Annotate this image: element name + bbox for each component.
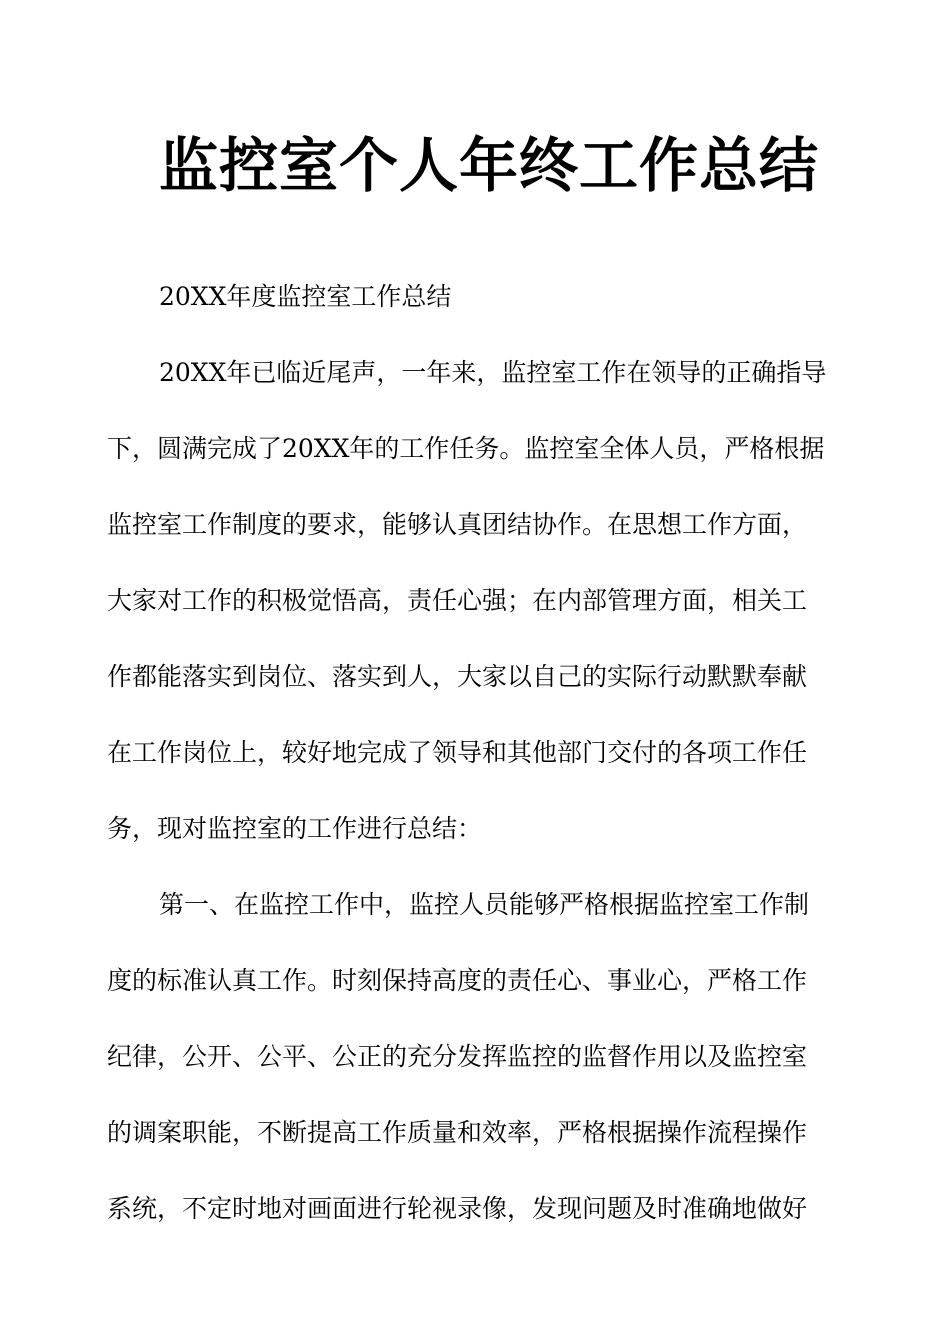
paragraph-line: 下，圆满完成了20XX年的工作任务。监控室全体人员，严格根据 — [107, 434, 825, 463]
paragraph-line: 纪律，公开、公平、公正的充分发挥监控的监督作用以及监控室 — [107, 1042, 808, 1071]
paragraph-line: 20XX年已临近尾声，一年来，监控室工作在领导的正确指导 — [159, 358, 827, 387]
paragraph-line: 20XX年度监控室工作总结 — [159, 282, 452, 311]
paragraph-line: 度的标准认真工作。时刻保持高度的责任心、事业心，严格工作 — [107, 966, 808, 995]
paragraph-3 — [107, 880, 837, 1234]
paragraph-1 — [107, 272, 837, 322]
document-body — [107, 272, 837, 1260]
document-title: 监控室个人年终工作总结 — [158, 131, 819, 200]
paragraph-line: 监控室工作制度的要求，能够认真团结协作。在思想工作方面， — [107, 510, 808, 539]
paragraph-line: 在工作岗位上，较好地完成了领导和其他部门交付的各项工作任 — [107, 738, 808, 767]
paragraph-line: 大家对工作的积极觉悟高，责任心强；在内部管理方面，相关工 — [107, 586, 808, 615]
paragraph-line: 的调案职能，不断提高工作质量和效率，严格根据操作流程操作 — [107, 1118, 808, 1147]
paragraph-line: 作都能落实到岗位、落实到人，大家以自己的实际行动默默奉献 — [107, 662, 808, 691]
paragraph-line: 系统，不定时地对画面进行轮视录像，发现问题及时准确地做好 — [107, 1194, 808, 1223]
paragraph-line: 务，现对监控室的工作进行总结： — [107, 814, 483, 843]
paragraph-line: 第一、在监控工作中，监控人员能够严格根据监控室工作制 — [159, 890, 810, 919]
paragraph-2 — [107, 348, 837, 854]
